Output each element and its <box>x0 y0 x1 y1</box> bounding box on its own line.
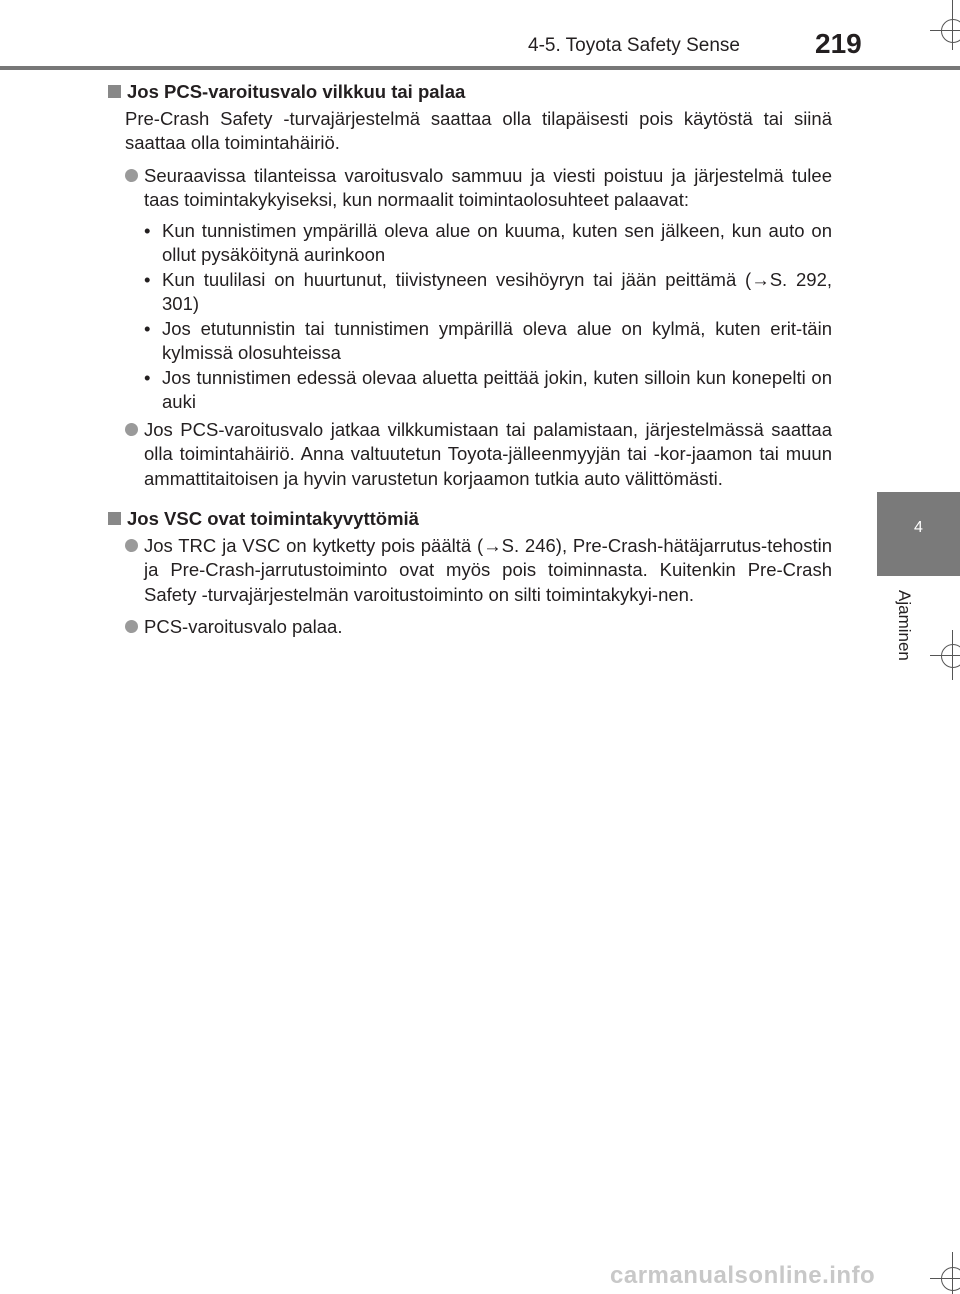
sub-list-item <box>144 219 832 268</box>
watermark: carmanualsonline.info <box>610 1262 876 1289</box>
circle-bullet-icon <box>125 169 138 182</box>
list-item-text: Jos TRC ja VSC on kytketty pois päältä (→S. 246), Pre-Crash-hätäjarrutus-tehostin ja Pre-Crash-jarrutustoiminto ovat myös pois toiminnasta. Kuitenkin Pre-Crash Safety -turvajärjestelmän varoitustoiminto on silti toimintakykyi-nen. <box>144 534 832 605</box>
sub-list-item-text: Jos tunnistimen edessä olevaa aluetta peittää jokin, kuten silloin kun konepelti on auki <box>162 366 832 412</box>
dot-marker-icon: • <box>144 317 151 339</box>
circle-bullet-icon <box>125 620 138 633</box>
sub-list-item-text: Kun tuulilasi on huurtunut, tiivistyneen vesihöyryn tai jään peittämä (→S. 292, 301) <box>162 268 832 314</box>
section-heading <box>108 80 832 105</box>
sub-list <box>144 219 832 415</box>
header-rule <box>0 66 960 70</box>
list-item <box>125 418 832 492</box>
section-heading <box>108 507 832 532</box>
list-item-text: Seuraavissa tilanteissa varoitusvalo sammuu ja viesti poistuu ja järjestelmä tulee taas toimintakykyiseksi, kun normaalit toimintaolosuhteet palaavat: <box>144 164 832 210</box>
list-item-text: PCS-varoitusvalo palaa. <box>144 616 343 637</box>
section-heading-text: Jos PCS-varoitusvalo vilkkuu tai palaa <box>127 81 466 102</box>
sub-list-item <box>144 268 832 317</box>
square-bullet-icon <box>108 512 121 525</box>
list-item <box>125 615 832 640</box>
dot-marker-icon: • <box>144 219 151 241</box>
circle-bullet-icon <box>125 423 138 436</box>
square-bullet-icon <box>108 85 121 98</box>
list-item-text: Jos PCS-varoitusvalo jatkaa vilkkumistaan tai palamistaan, järjestelmässä saattaa olla toimintahäiriö. Anna valtuutetun Toyota-jälleenmyyjän tai -kor-jaamon tai muun ammattitaitoisen ja hyvin varustetun korjaamon tutkia auto välittömästi. <box>144 418 832 489</box>
dot-marker-icon: • <box>144 366 151 388</box>
dot-marker-icon: • <box>144 268 151 290</box>
sub-list-item-text: Jos etutunnistin tai tunnistimen ympärillä oleva alue on kylmä, kuten erit-täin kylmissä olosuhteissa <box>162 317 832 363</box>
main-content <box>108 80 832 648</box>
chapter-number: 4 <box>914 519 923 536</box>
circle-bullet-icon <box>125 539 138 552</box>
list-item <box>125 534 832 608</box>
running-header-section: 4-5. Toyota Safety Sense <box>528 35 740 56</box>
page-number: 219 <box>815 28 862 59</box>
sub-list-item <box>144 317 832 366</box>
list-item <box>125 164 832 213</box>
section-heading-text: Jos VSC ovat toimintakyvyttömiä <box>127 508 419 529</box>
sub-list-item <box>144 366 832 415</box>
section-intro: Pre-Crash Safety -turvajärjestelmä saattaa olla tilapäisesti pois käytöstä tai siinä saattaa olla toimintahäiriö. <box>125 107 832 153</box>
sub-list-item-text: Kun tunnistimen ympärillä oleva alue on kuuma, kuten sen jälkeen, kun auto on ollut pysäköitynä aurinkoon <box>162 219 832 265</box>
chapter-label: Ajaminen <box>895 590 914 661</box>
